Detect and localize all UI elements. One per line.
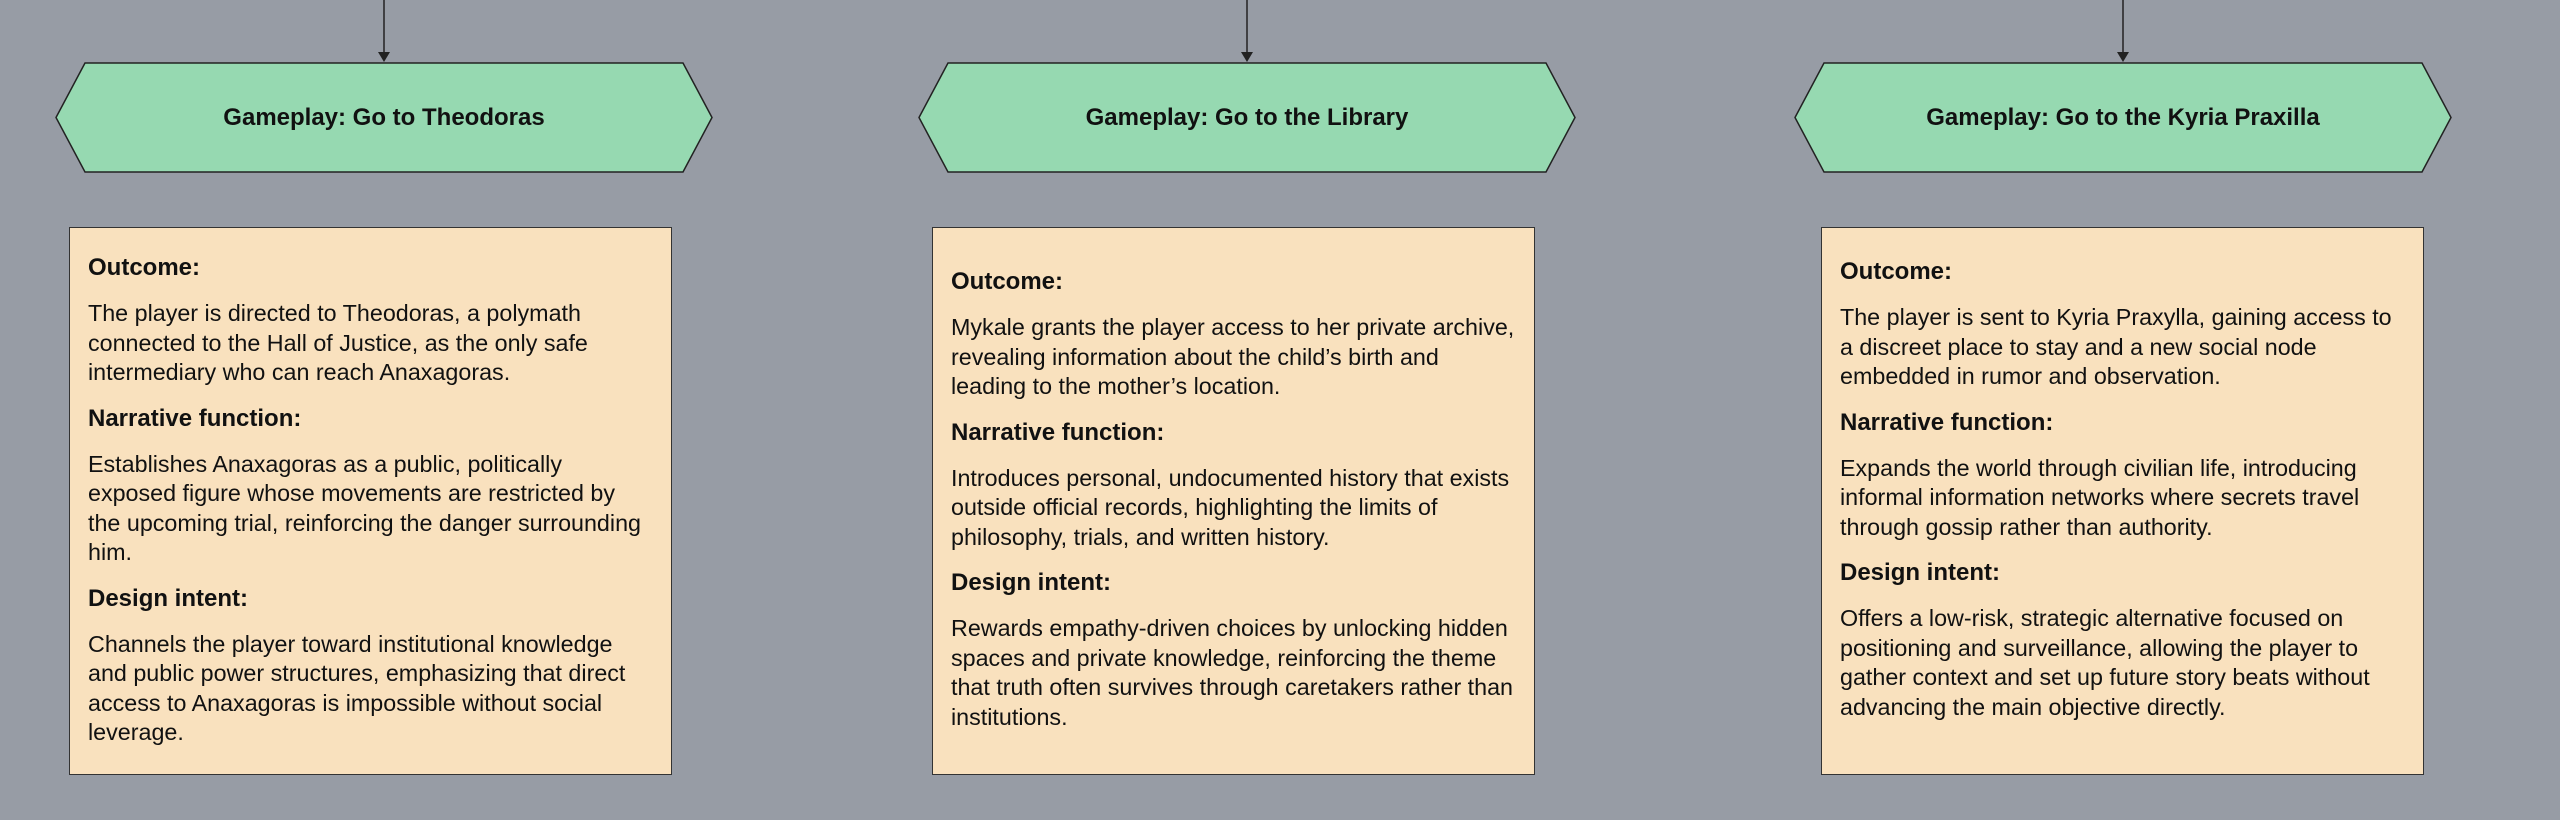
narrative-text: Establishes Anaxagoras as a public, politically exposed figure whose movements are restricted by the upcoming trial, reinforcing the danger surrounding him. — [88, 450, 641, 565]
narrative-heading: Narrative function: — [1840, 408, 2054, 436]
narrative-text: Introduces personal, undocumented history that exists outside official records, highlighting the limits of philosophy, trials, and written history. — [951, 464, 1510, 550]
branch-kyria-praxilla — [1794, 0, 2494, 820]
node-details-card — [932, 227, 1535, 775]
design-heading: Design intent: — [88, 584, 248, 612]
incoming-arrow — [55, 0, 755, 64]
node-details-card — [1821, 227, 2424, 775]
node-title: Gameplay: Go to the Kyria Praxilla — [1926, 103, 2320, 131]
node-title: Gameplay: Go to Theodoras — [223, 103, 545, 131]
outcome-text: Mykale grants the player access to her private archive, revealing information about the child’s birth and leading to the mother’s location. — [951, 314, 1515, 399]
outcome-heading: Outcome: — [951, 268, 1064, 295]
outcome-text: The player is sent to Kyria Praxylla, gaining access to a discreet place to stay and a new social node embedded in rumor and observation. — [1840, 304, 2392, 389]
design-text: Channels the player toward institutional knowledge and public power structures, emphasizing that direct access to Anaxagoras is impossible without social leverage. — [88, 630, 626, 745]
design-heading: Design intent: — [1840, 559, 2000, 586]
design-heading: Design intent: — [951, 569, 1111, 596]
outcome-heading: Outcome: — [88, 254, 201, 281]
design-text: Rewards empathy-driven choices by unlocking hidden spaces and private knowledge, reinforcing the theme that truth often survives through caretakers rather than institutions. — [951, 615, 1514, 730]
node-details-card — [69, 227, 672, 775]
narrative-text: Expands the world through civilian life, introducing informal information networks where secrets travel through gossip rather than authority. — [1840, 454, 2360, 540]
gameplay-node[interactable] — [1794, 62, 2452, 173]
gameplay-node[interactable] — [55, 62, 713, 173]
design-text: Offers a low-risk, strategic alternative focused on positioning and surveillance, allowing the player to gather context and set up future story beats without advancing the main objective directly. — [1840, 605, 2370, 720]
incoming-arrow — [1794, 0, 2494, 64]
incoming-arrow — [918, 0, 1618, 64]
branch-library — [918, 0, 1618, 820]
outcome-text: The player is directed to Theodoras, a polymath connected to the Hall of Justice, as the only safe intermediary who can reach Anaxagoras. — [88, 300, 588, 385]
outcome-heading: Outcome: — [1840, 258, 1953, 285]
narrative-heading: Narrative function: — [951, 418, 1165, 446]
narrative-heading: Narrative function: — [88, 404, 302, 432]
branch-theodoras — [55, 0, 755, 820]
gameplay-node[interactable] — [918, 62, 1576, 173]
node-title: Gameplay: Go to the Library — [1085, 103, 1409, 131]
